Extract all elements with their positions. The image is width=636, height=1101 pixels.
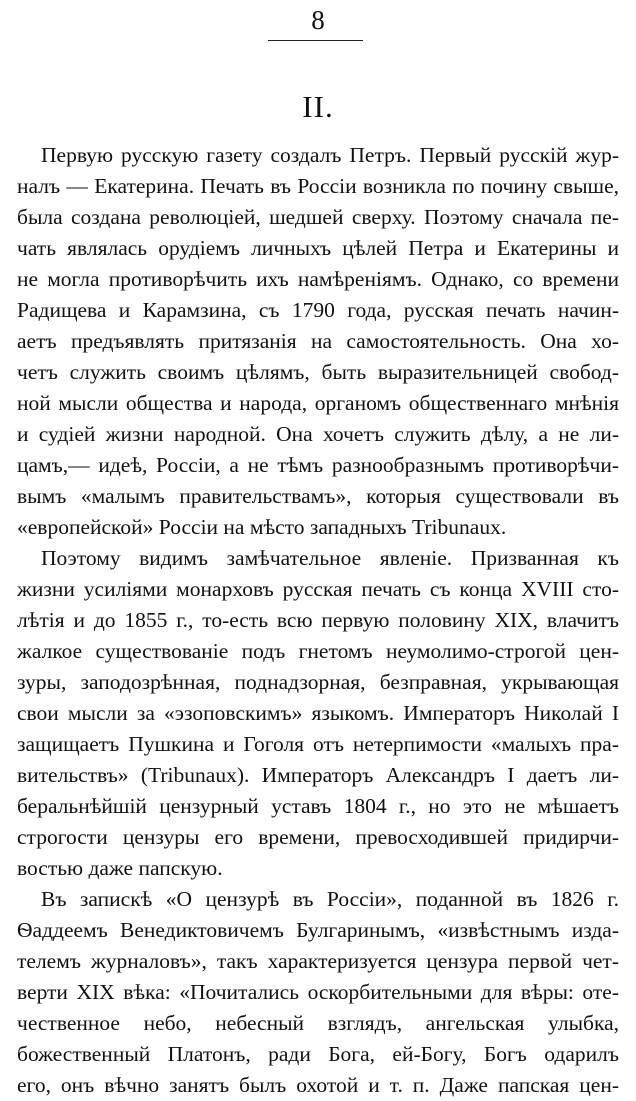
text-line: чать являлась орудіемъ личныхъ цѣлей Петра и Екатерины и: [17, 236, 619, 260]
text-line: ной мысли общества и народа, органомъ общественнаго мнѣнія: [17, 391, 619, 415]
text-line: и судіей жизни народной. Она хочетъ служить дѣлу, а не ли-: [17, 422, 619, 446]
text-line: Поэтому видимъ замѣчательное явленіе. Призванная къ: [41, 546, 619, 570]
text-line: Въ запискѣ «О цензурѣ въ Россіи», поданной въ 1826 г.: [41, 887, 619, 911]
text-line: Ѳаддеемъ Венедиктовичемъ Булгаринымъ, «извѣстнымъ изда-: [17, 918, 619, 942]
page-number: 8: [311, 5, 325, 35]
text-line: аетъ предъявлять притязанія на самостоятельность. Она хо-: [17, 329, 619, 353]
text-line: Радищева и Карамзина, съ 1790 года, русская печать начин-: [17, 298, 619, 322]
page-number-rule: [268, 40, 363, 41]
text-line: строгости цензуры его времени, превосходившей придирчи-: [17, 825, 619, 849]
text-line: жалкое существованіе подъ гнетомъ неумолимо-строгой цен-: [17, 639, 619, 663]
text-line: налъ — Екатерина. Печать въ Россіи возникла по почину свыше,: [17, 174, 619, 198]
text-line: цамъ,— идеѣ, Россіи, а не тѣмъ разнообразнымъ противорѣчи-: [17, 453, 619, 477]
text-line: жизни усиліями монарховъ русская печать съ конца XVIII сто-: [17, 577, 619, 601]
text-line: божественный Платонъ, ради Бога, ей-Богу, Богъ одарилъ: [17, 1042, 619, 1066]
text-line: востью даже папскую.: [17, 856, 223, 880]
text-line: не могла противорѣчить ихъ намѣреніямъ. Однако, со времени: [17, 267, 619, 291]
text-line: беральнѣйшій цензурный уставъ 1804 г., но это не мѣшаетъ: [17, 794, 619, 818]
text-line: вымъ «малымъ правительствамъ», которыя существовали въ: [17, 484, 619, 508]
text-line: зуры, заподозрѣнная, поднадзорная, безправная, укрывающая: [17, 670, 619, 694]
text-line: верти XIX вѣка: «Почитались оскорбительными для вѣры: оте-: [17, 980, 619, 1004]
section-heading: II.: [302, 89, 334, 124]
text-line: чественное небо, небесный взглядъ, ангельская улыбка,: [17, 1011, 619, 1035]
text-line: вительствъ» (Tribunaux). Императоръ Александръ I даетъ ли-: [17, 763, 619, 787]
text-line: четъ служить своимъ цѣлямъ, быть выразительницей свобод-: [17, 360, 619, 384]
body-text: [17, 140, 619, 1101]
text-line: защищаетъ Пушкина и Гоголя отъ нетерпимости «малыхъ пра-: [17, 732, 619, 756]
text-line: его, онъ вѣчно занятъ былъ охотой и т. п. Даже папская цен-: [17, 1073, 619, 1097]
text-line: лѣтія и до 1855 г., то-есть всю первую половину XIX, влачитъ: [17, 608, 619, 632]
text-line: телемъ журналовъ», такъ характеризуется цензура первой чет-: [17, 949, 619, 973]
text-line: Первую русскую газету создалъ Петръ. Первый русскій жур-: [41, 143, 619, 167]
text-line: «европейской» Россіи на мѣсто западныхъ Tribunaux.: [17, 515, 507, 539]
text-line: была создана революціей, шедшей сверху. Поэтому сначала пе-: [17, 205, 619, 229]
text-line: свои мысли за «эзоповскимъ» языкомъ. Императоръ Николай I: [17, 701, 619, 725]
